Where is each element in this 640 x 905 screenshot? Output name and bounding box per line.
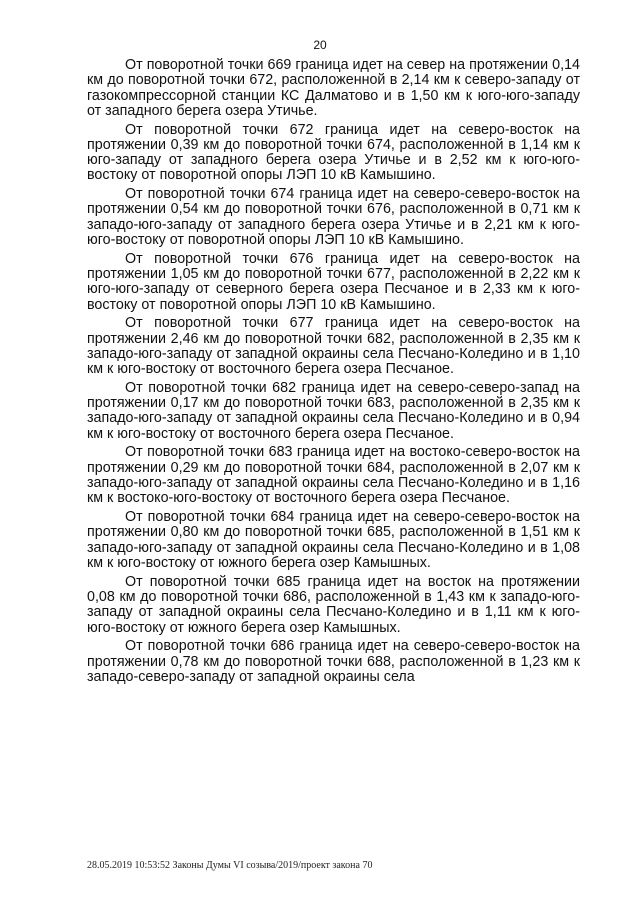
document-body: [87, 58, 580, 688]
paragraph: От поворотной точки 684 граница идет на северо-северо-восток на протяжении 0,80 км до поворотной точки 685, расположенной в 1,51 км к западо-юго-западу от западной окраины села Песчано-Коледино и в 1,08 км к юго-востоку от южного берега озер Камышных.: [87, 509, 580, 571]
paragraph: От поворотной точки 674 граница идет на северо-северо-восток на протяжении 0,54 км до поворотной точки 676, расположенной в 0,71 км к западо-юго-западу от западного берега озера Утичье и в 2,21 км к юго-юго-востоку от поворотной опоры ЛЭП 10 кВ Камышино.: [87, 186, 580, 249]
paragraph: От поворотной точки 685 граница идет на восток на протяжении 0,08 км до поворотной точки 686, расположенной в 1,43 км к западо-юго-западу от западной окраины села Песчано-Коледино и в 1,11 км к юго-юго-востоку от южного берега озер Камышных.: [87, 573, 580, 636]
paragraph: От поворотной точки 672 граница идет на северо-восток на протяжении 0,39 км до поворотной точки 674, расположенной в 1,14 км к юго-западу от западного берега озера Утичье и в 2,52 км к юго-юго-востоку от поворотной опоры ЛЭП 10 кВ Камышино.: [87, 121, 580, 184]
paragraph: От поворотной точки 686 граница идет на северо-северо-восток на протяжении 0,78 км до поворотной точки 688, расположенной в 1,23 км к западо-северо-западу от западной окраины села: [87, 638, 580, 685]
page-number: 20: [313, 38, 327, 52]
paragraph: От поворотной точки 683 граница идет на востоко-северо-восток на протяжении 0,29 км до поворотной точки 684, расположенной в 2,07 км к западо-юго-западу от западной окраины села Песчано-Коледино и в 1,16 км к востоко-юго-востоку от восточного берега озера Песчаное.: [87, 444, 580, 507]
paragraph: От поворотной точки 669 граница идет на север на протяжении 0,14 км до поворотной точки 672, расположенной в 2,14 км к северо-западу от газокомпрессорной станции КС Далматово и в 1,50 км к юго-юго-западу от западного берега озера Утичье.: [87, 57, 580, 119]
document-footer: 28.05.2019 10:53:52 Законы Думы VI созыва/2019/проект закона 70: [87, 860, 373, 871]
paragraph: От поворотной точки 682 граница идет на северо-северо-запад на протяжении 0,17 км до поворотной точки 683, расположенной в 2,35 км к западо-юго-западу от западной окраины села Песчано-Коледино и в 0,94 км к юго-востоку от восточного берега озера Песчаное.: [87, 379, 580, 442]
paragraph: От поворотной точки 677 граница идет на северо-восток на протяжении 2,46 км до поворотной точки 682, расположенной в 2,35 км к западо-юго-западу от западной окраины села Песчано-Коледино и в 1,10 км к юго-востоку от восточного берега озера Песчаное.: [87, 315, 580, 378]
paragraph: От поворотной точки 676 граница идет на северо-восток на протяжении 1,05 км до поворотной точки 677, расположенной в 2,22 км к юго-юго-западу от северного берега озера Песчаное и в 2,33 км к юго-востоку от поворотной опоры ЛЭП 10 кВ Камышино.: [87, 250, 580, 313]
